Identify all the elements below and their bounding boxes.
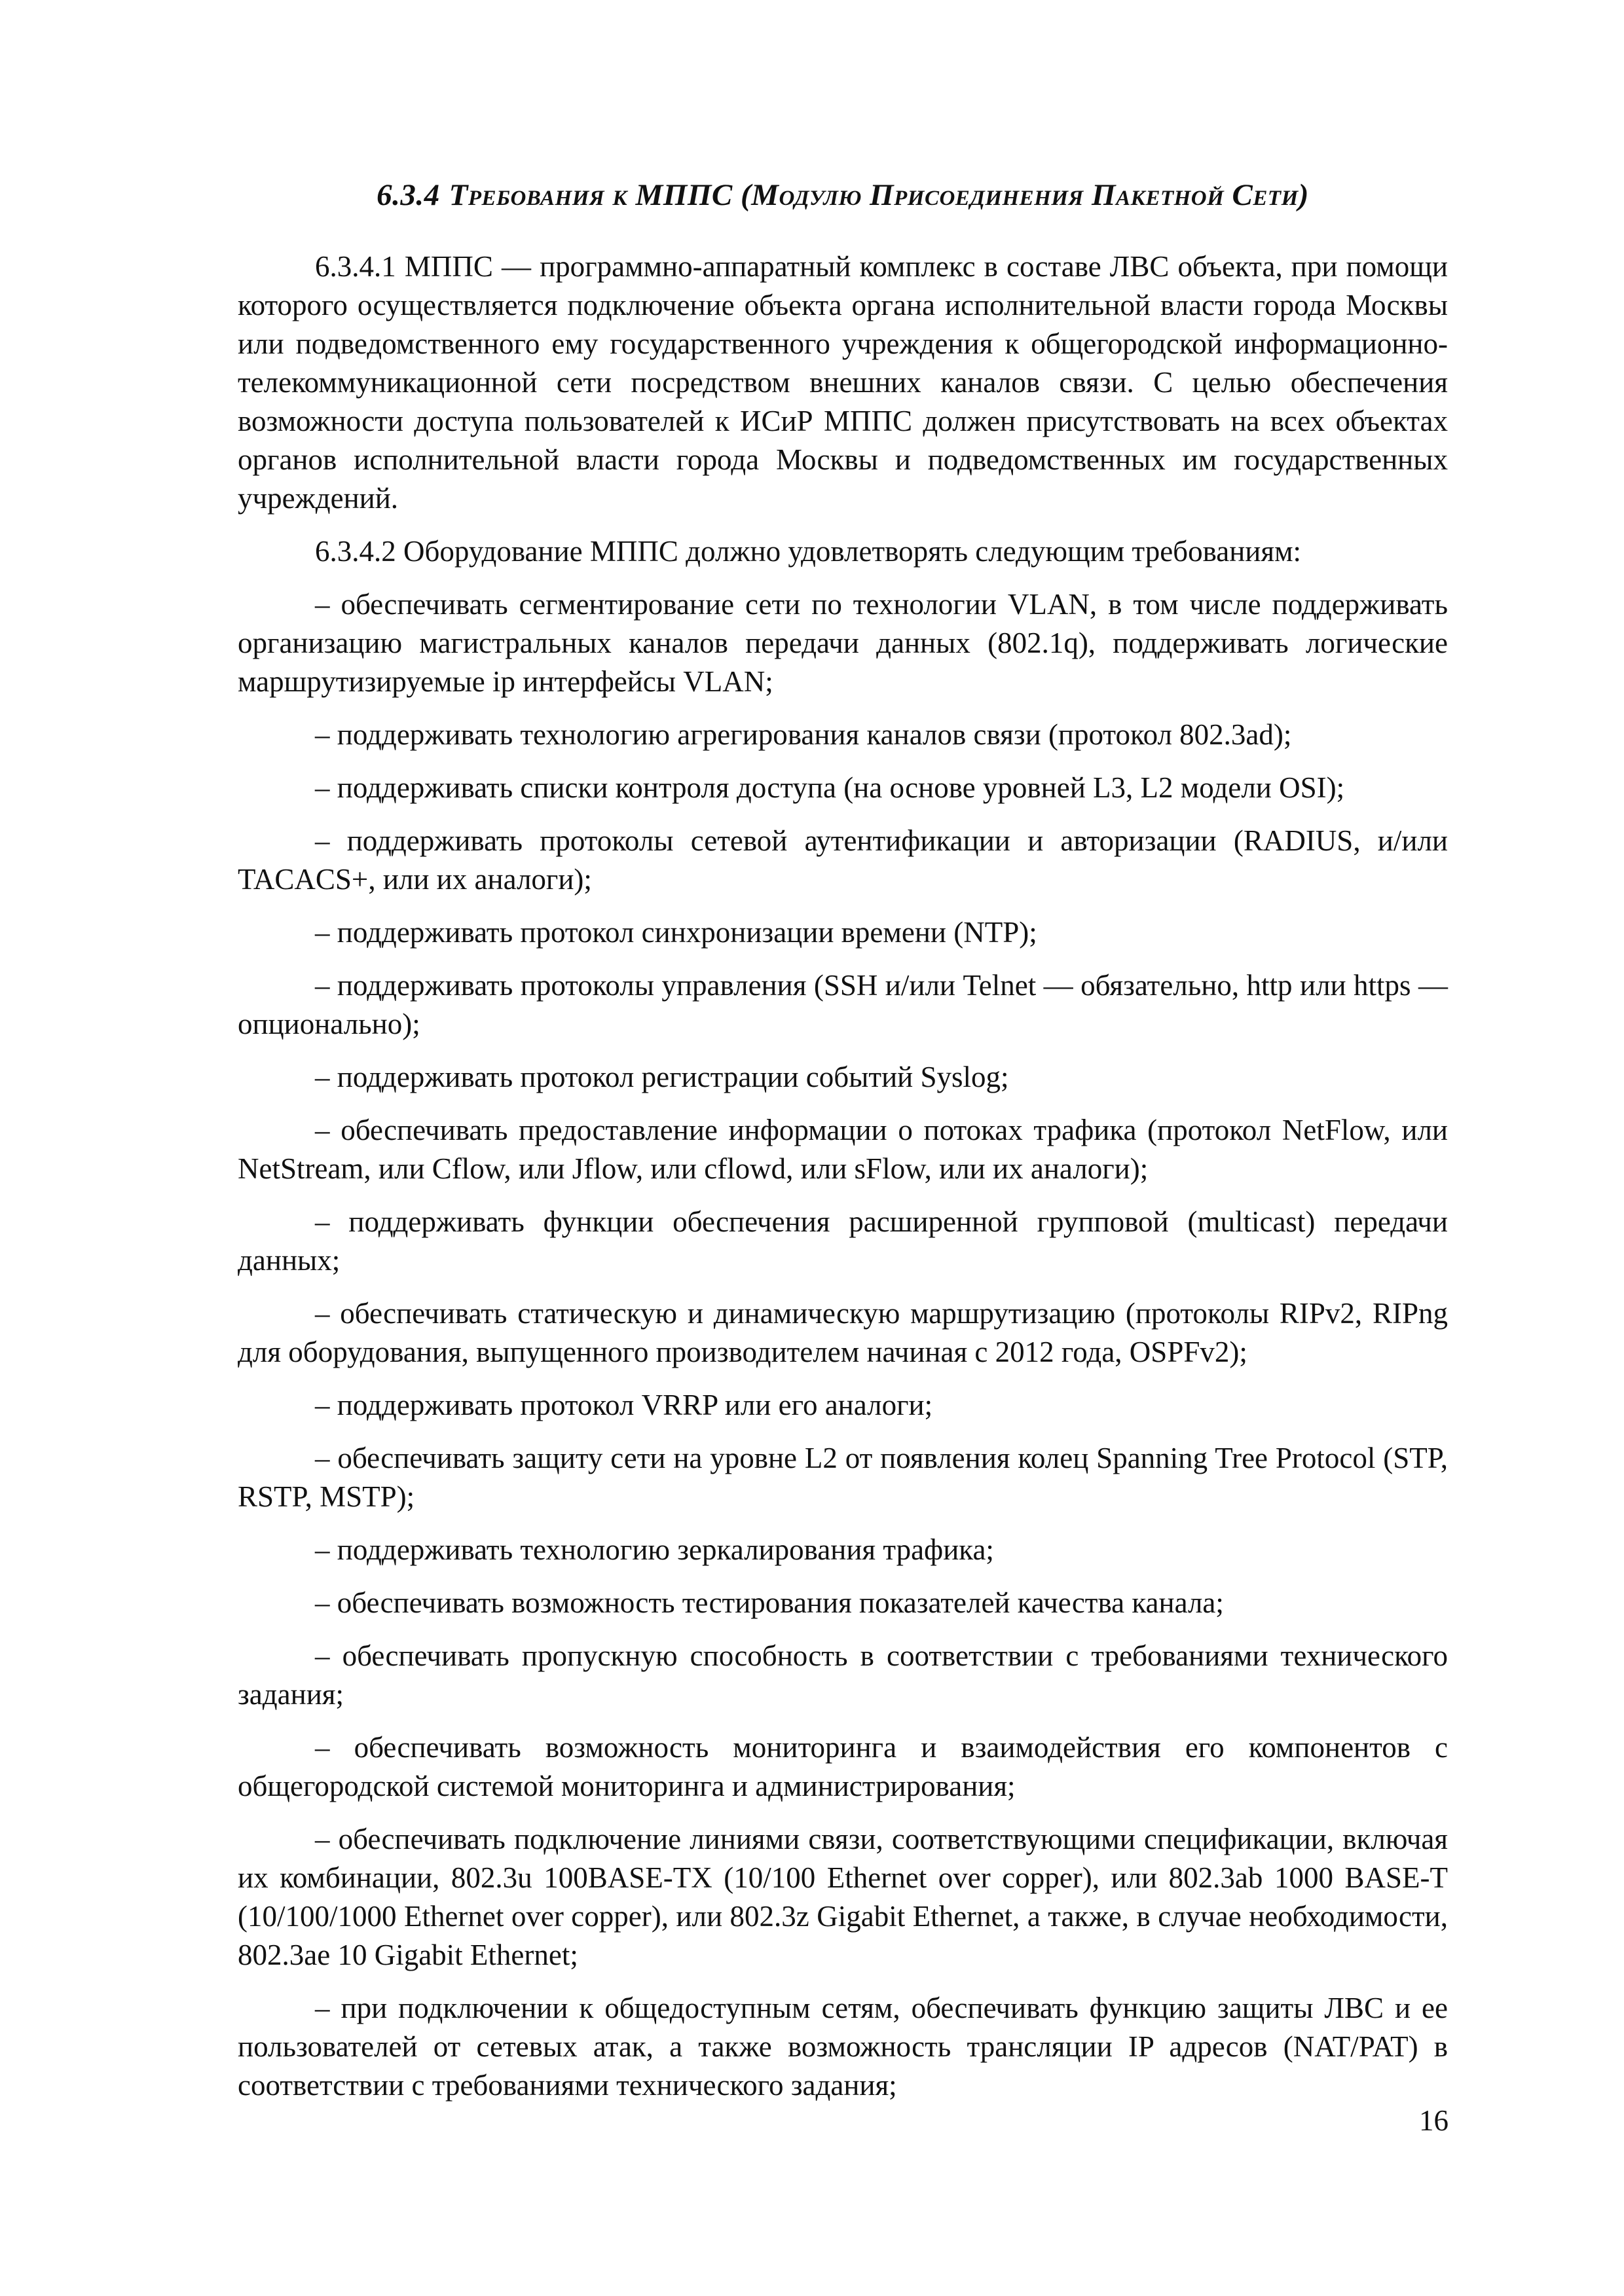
list-item: – обеспечивать возможность мониторинга и взаимодействия его компонентов с общегородской системой мониторинга и администрирования; (238, 1731, 1448, 1802)
list-item: – поддерживать протоколы сетевой аутентификации и авторизации (RADIUS, и/или TACACS+, или их аналоги); (238, 824, 1448, 896)
list-item: – поддерживать протокол VRRP или его аналоги; (315, 1389, 933, 1421)
list-item: – обеспечивать сегментирование сети по технологии VLAN, в том числе поддерживать организацию магистральных каналов передачи данных (802.1q), поддерживать логические маршрутизируемые ip интерфейсы VLAN; (238, 588, 1448, 698)
list-item: – обеспечивать возможность тестирования показателей качества канала; (315, 1586, 1224, 1619)
list-item: – при подключении к общедоступным сетям, обеспечивать функцию защиты ЛВС и ее пользователей от сетевых атак, а также возможность трансляции IP адресов (NAT/PAT) в соответствии с требованиями технического задания; (238, 1992, 1448, 2102)
section-title: Требования к МППС (Модулю Присоединения Пакетной Сети) (449, 178, 1309, 212)
paragraph-requirements-intro: 6.3.4.2 Оборудование МППС должно удовлетворять следующим требованиям: (315, 535, 1302, 568)
paragraph-definition: 6.3.4.1 МППС — программно-аппаратный комплекс в составе ЛВС объекта, при помощи которого осуществляется подключение объекта органа исполнительной власти города Москвы или подведомственного ему государственного учреждения к общегородской информационно-телекоммуникационной сети посредством внешних каналов связи. С целью обеспечения возможности доступа пользователей к ИСиР МППС должен присутствовать на всех объектах органов исполнительной власти города Москвы и подведомственных им государственных учреждений. (238, 250, 1448, 515)
list-item: – обеспечивать статическую и динамическую маршрутизацию (протоколы RIPv2, RIPng для оборудования, выпущенного производителем начиная с 2012 года, OSPFv2); (238, 1297, 1448, 1368)
list-item: – обеспечивать пропускную способность в соответствии с требованиями технического задания; (238, 1639, 1448, 1711)
list-item: – поддерживать функции обеспечения расширенной групповой (multicast) передачи данных; (238, 1205, 1448, 1277)
list-item: – поддерживать технологию зеркалирования трафика; (315, 1533, 994, 1566)
list-item: – обеспечивать защиту сети на уровне L2 от появления колец Spanning Tree Protocol (STP, RSTP, MSTP); (238, 1442, 1448, 1513)
page-content (238, 175, 1448, 2105)
list-item: – поддерживать протокол синхронизации времени (NTP); (315, 916, 1037, 949)
requirements-list (238, 585, 1448, 2105)
list-item: – поддерживать протокол регистрации событий Syslog; (315, 1061, 1009, 1093)
section-number: 6.3.4 (377, 178, 440, 212)
section-heading (238, 175, 1448, 215)
list-item: – поддерживать протоколы управления (SSH и/или Telnet — обязательно, http или https — опционально); (238, 969, 1448, 1040)
list-item: – поддерживать списки контроля доступа (на основе уровней L3, L2 модели OSI); (315, 771, 1345, 804)
page-number: 16 (1419, 2104, 1449, 2137)
list-item: – обеспечивать подключение линиями связи, соответствующими спецификации, включая их комбинации, 802.3u 100BASE-TX (10/100 Ethernet over copper), или 802.3ab 1000 BASE-T (10/100/1000 Ethernet over copper), или 802.3z Gigabit Ethernet, а также, в случае необходимости, 802.3ae 10 Gigabit Ethernet; (238, 1823, 1448, 1971)
list-item: – обеспечивать предоставление информации о потоках трафика (протокол NetFlow, или NetStream, или Cflow, или Jflow, или cflowd, или sFlow, или их аналоги); (238, 1114, 1448, 1185)
list-item: – поддерживать технологию агрегирования каналов связи (протокол 802.3ad); (315, 718, 1292, 751)
